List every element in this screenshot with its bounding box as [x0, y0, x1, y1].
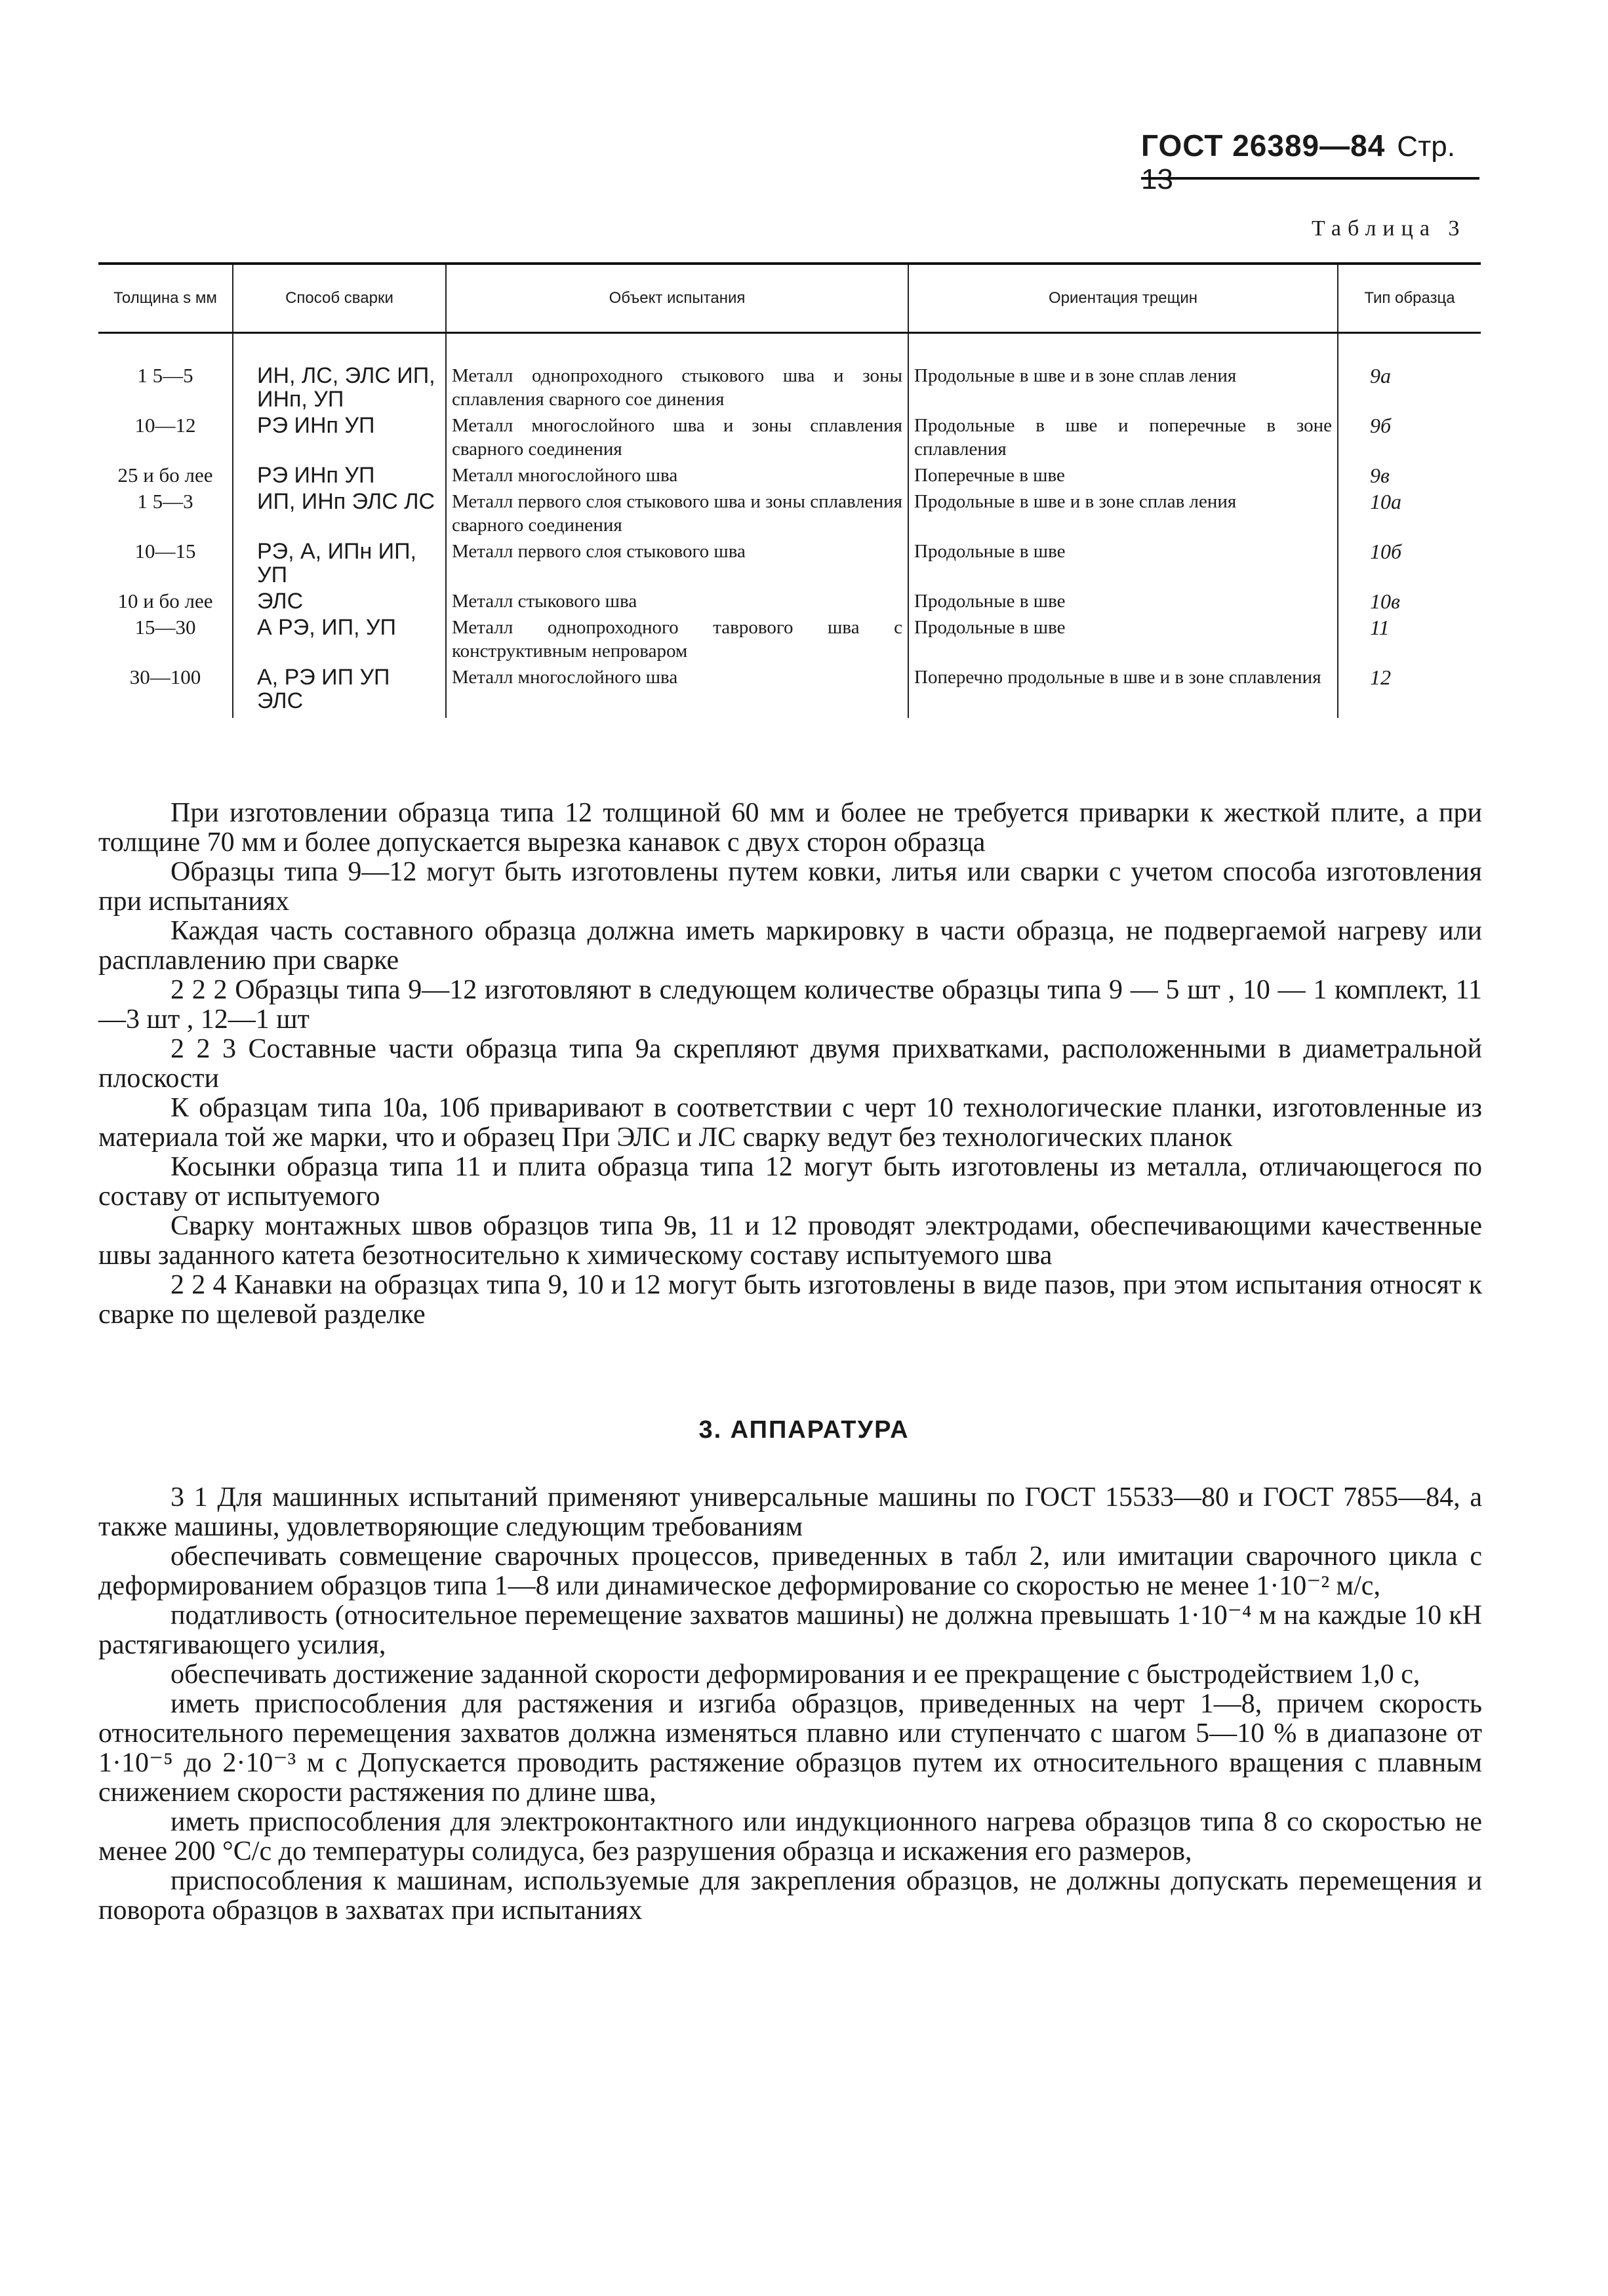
- paragraph: 2 2 4 Канавки на образцах типа 9, 10 и 12 могут быть изготовлены в виде пазов, при этом испытания относят к сварке по щелевой разделке: [98, 1270, 1482, 1330]
- cell-thickness: 25 и бо лее: [117, 464, 213, 486]
- column-header-type: Тип образца: [1338, 264, 1481, 333]
- paragraph: иметь приспособления для электроконтактного или индукционного нагрева образцов типа 8 со скоростью не менее 200 °С/с до температуры солидуса, без разрушения образца и искажения его размеров,: [98, 1807, 1482, 1867]
- cell-thickness: 1 5—5: [137, 364, 193, 387]
- cell-type: 10а: [1338, 490, 1481, 540]
- cell-orientation: Продольные в шве: [908, 616, 1338, 665]
- cell-method: ИН, ЛС, ЭЛС ИП, ИНп, УП: [233, 333, 446, 414]
- paragraph: 3 1 Для машинных испытаний применяют универсальные машины по ГОСТ 15533—80 и ГОСТ 7855—84, а также машины, удовлетворяющие следующим требованиям: [98, 1482, 1482, 1542]
- column-header-method: Способ сварки: [233, 264, 446, 333]
- cell-method: РЭ ИНп УП: [233, 414, 446, 464]
- cell-thickness: 30—100: [129, 665, 201, 688]
- table-row: [98, 540, 1481, 589]
- cell-orientation: Продольные в шве: [908, 589, 1338, 616]
- standard-number: ГОСТ 26389—84: [1141, 129, 1386, 163]
- paragraph: Каждая часть составного образца должна иметь маркировку в части образца, не подвергаемой нагреву или расплавлению при сварке: [98, 916, 1482, 976]
- paragraph: Образцы типа 9—12 могут быть изготовлены путем ковки, литья или сварки с учетом способа изготовления при испытаниях: [98, 857, 1482, 917]
- cell-orientation: Продольные в шве: [908, 540, 1338, 589]
- paragraph: 2 2 2 Образцы типа 9—12 изготовляют в следующем количестве образцы типа 9 — 5 шт , 10 — 1 комплект, 11—3 шт , 12—1 шт: [98, 975, 1482, 1035]
- cell-object: Металл первого слоя стыкового шва и зоны сплавления сварного соединения: [446, 490, 908, 540]
- cell-thickness: 10 и бо лее: [117, 589, 213, 612]
- table-row: [98, 414, 1481, 464]
- cell-orientation: Поперечные в шве: [908, 464, 1338, 490]
- cell-object: Металл многослойного шва и зоны сплавления сварного соединения: [446, 414, 908, 464]
- page-header: [1141, 128, 1482, 195]
- cell-method: А РЭ, ИП, УП: [233, 616, 446, 665]
- cell-method: РЭ ИНп УП: [233, 464, 446, 490]
- cell-type: 10в: [1338, 589, 1481, 616]
- cell-method: А, РЭ ИП УП ЭЛС: [233, 665, 446, 718]
- cell-thickness: 10—15: [134, 540, 196, 563]
- paragraph: обеспечивать совмещение сварочных процессов, приведенных в табл 2, или имитации сварочного цикла с деформированием образцов типа 1—8 или динамическое деформирование со скоростью не менее 1·10⁻² м/с,: [98, 1541, 1482, 1601]
- cell-orientation: Поперечно продольные в шве и в зоне сплавления: [908, 665, 1338, 718]
- cell-orientation: Продольные в шве и поперечные в зоне сплавления: [908, 414, 1338, 464]
- section-title: 3. АППАРАТУРА: [698, 1416, 910, 1444]
- body-text-section-2: [98, 799, 1482, 1330]
- cell-object: Металл многослойного шва: [446, 665, 908, 718]
- cell-object: Металл стыкового шва: [446, 589, 908, 616]
- table-row: [98, 665, 1481, 718]
- cell-thickness: 10—12: [134, 414, 196, 437]
- column-header-thickness: Толщина s мм: [98, 264, 233, 333]
- cell-object: Металл однопроходного стыкового шва и зоны сплавления сварного сое динения: [446, 333, 908, 414]
- cell-object: Металл многослойного шва: [446, 464, 908, 490]
- cell-method: ЭЛС: [233, 589, 446, 616]
- table-row: [98, 616, 1481, 665]
- cell-method: ИП, ИНп ЭЛС ЛС: [233, 490, 446, 540]
- table-header-row: [98, 264, 1481, 333]
- column-header-object: Объект испытания: [446, 264, 908, 333]
- table-row: [98, 333, 1481, 414]
- cell-object: Металл однопроходного таврового шва с конструктивным непроваром: [446, 616, 908, 665]
- cell-type: 12: [1338, 665, 1481, 718]
- table-caption: Таблица 3: [1312, 216, 1466, 241]
- cell-orientation: Продольные в шве и в зоне сплав ления: [908, 490, 1338, 540]
- cell-type: 9в: [1338, 464, 1481, 490]
- cell-type: 9б: [1338, 414, 1481, 464]
- paragraph: иметь приспособления для растяжения и изгиба образцов, приведенных на черт 1—8, причем скорость относительного перемещения захватов должна изменяться плавно или ступенчато с шагом 5—10 % в диапазоне от 1·10⁻⁵ до 2·10⁻³ м с Допускается проводить растяжение образцов путем их относительного вращения с плавным снижением скорости растяжения по длине шва,: [98, 1689, 1482, 1808]
- paragraph: 2 2 3 Составные части образца типа 9а скрепляют двумя прихватками, расположенными в диаметральной плоскости: [98, 1034, 1482, 1094]
- table-3: [98, 262, 1481, 718]
- table-row: [98, 464, 1481, 490]
- cell-method: РЭ, А, ИПн ИП, УП: [233, 540, 446, 589]
- header-rule: [1141, 177, 1479, 180]
- table-row: [98, 589, 1481, 616]
- paragraph: Косынки образца типа 11 и плита образца типа 12 могут быть изготовлены из металла, отличающегося по составу от испытуемого: [98, 1152, 1482, 1212]
- cell-thickness: 15—30: [134, 616, 196, 639]
- cell-type: 10б: [1338, 540, 1481, 589]
- paragraph: приспособления к машинам, используемые для закрепления образцов, не должны допускать перемещения и поворота образцов в захватах при испытаниях: [98, 1866, 1482, 1926]
- page-number: Стр. 13: [1141, 130, 1455, 195]
- cell-type: 11: [1338, 616, 1481, 665]
- cell-object: Металл первого слоя стыкового шва: [446, 540, 908, 589]
- column-header-orientation: Ориентация трещин: [908, 264, 1338, 333]
- paragraph: обеспечивать достижение заданной скорости деформирования и ее прекращение с быстродействием 1,0 с,: [171, 1659, 1420, 1690]
- paragraph: податливость (относительное перемещение захватов машины) не должна превышать 1·10⁻⁴ м на каждые 10 кН растягивающего усилия,: [98, 1600, 1482, 1660]
- paragraph: При изготовлении образца типа 12 толщиной 60 мм и более не требуется приварки к жесткой плите, а при толщине 70 мм и более допускается вырезка канавок с двух сторон образца: [98, 798, 1482, 858]
- cell-thickness: 1 5—3: [137, 490, 193, 513]
- paragraph: К образцам типа 10а, 10б приваривают в соответствии с черт 10 технологические планки, изготовленные из материала той же марки, что и образец При ЭЛС и ЛС сварку ведут без технологических планок: [98, 1093, 1482, 1153]
- cell-type: 9а: [1338, 333, 1481, 414]
- body-text-section-3: [98, 1483, 1482, 1926]
- paragraph: Сварку монтажных швов образцов типа 9в, 11 и 12 проводят электродами, обеспечивающими качественные швы заданного катета безотносительно к химическому составу испытуемого шва: [98, 1211, 1482, 1271]
- table-row: [98, 490, 1481, 540]
- cell-orientation: Продольные в шве и в зоне сплав ления: [908, 333, 1338, 414]
